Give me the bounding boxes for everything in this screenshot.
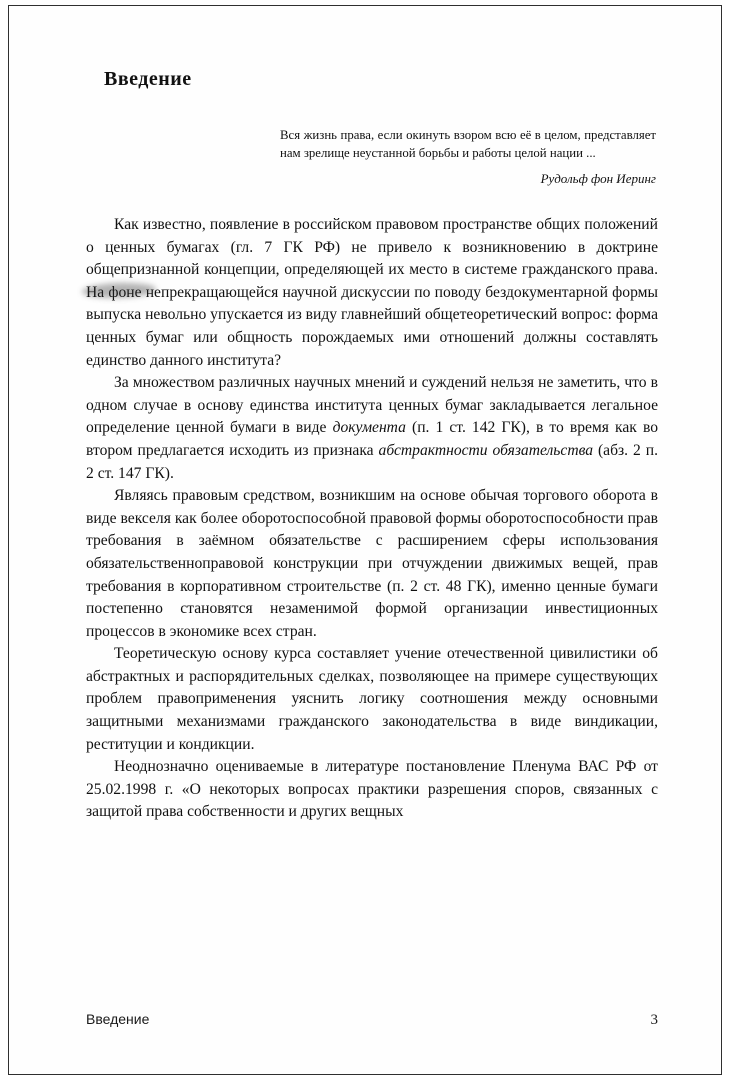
epigraph [280,127,656,187]
text-run: Являясь правовым средством, возникшим на основе обычая торгового оборота в виде векселя как более оборотоспособной правовой формы оборотоспособности прав требования в заёмном обязательстве с расширением сферы использования обязательственноправовой конструкции при отчуждении движимых вещей, прав требования в корпоративном строительстве (п. 2 ст. 48 ГК), именно ценные бумаги постепенно становятся незаменимой формой организации инвестиционных процессов в экономике всех стран. [86,487,658,640]
body-paragraphs [86,214,658,824]
footer-section-label: Введение [86,1011,150,1027]
text-run: (п. 1 ст. 142 ГК), в то время как во втором предлагается исходить из признака [86,419,659,459]
text-run: За множеством различных научных мнений и суждений нельзя не заметить, что в одном случае в основу единства института ценных бумаг закладывается легальное определение ценной бумаги в виде [86,374,658,437]
page-content [86,0,658,824]
paragraph [86,643,658,756]
italic-run: абстрактности обязательства [378,441,594,459]
page-footer [86,1011,658,1029]
text-run: (абз. 2 п. 2 ст. 147 ГК). [86,441,658,482]
paragraph [86,214,658,372]
paragraph [86,485,658,643]
epigraph-attribution: Рудольф фон Иеринг [540,171,656,186]
paragraph [86,756,658,824]
text-run: Неоднозначно оцениваемые в литературе постановление Пленума ВАС РФ от 25.02.1998 г. «О некоторых вопросах практики разрешения споров, связанных с защитой права собственности и других вещных [86,758,658,821]
chapter-heading: Введение [104,68,192,90]
text-run: Как известно, появление в российском правовом пространстве общих положений о ценных бумагах (гл. 7 ГК РФ) не привело к возникновению в доктрине общепризнанной концепции, определяющей их место в системе гражданского права. На фоне непрекращающейся научной дискуссии по поводу бездокументарной формы выпуска невольно упускается из виду главнейший общетеоретический вопрос: форма ценных бумаг или общность порождаемых ими отношений должны составлять единство данного института? [86,216,658,369]
epigraph-text: Вся жизнь права, если окинуть взором всю её в целом, представляет нам зрелище неустанной борьбы и работы целой нации ... [280,128,656,160]
text-run: Теоретическую основу курса составляет учение отечественной цивилистики об абстрактных и распорядительных сделках, позволяющее на примере существующих проблем правоприменения уяснить логику соотношения между основными защитными механизмами гражданского законодательства в виде виндикации, реституции и кондикции. [86,645,658,753]
footer-page-number: 3 [650,1012,658,1028]
italic-run: документа [332,419,406,437]
paragraph [86,372,658,485]
